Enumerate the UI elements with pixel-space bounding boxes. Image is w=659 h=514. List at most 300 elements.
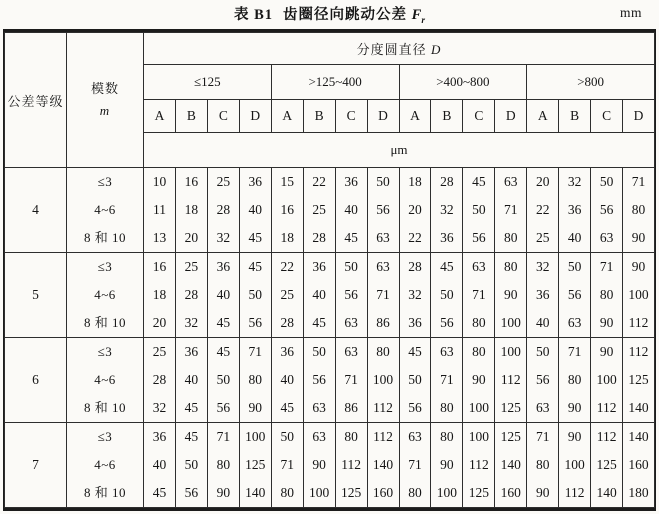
tolerance-value: 80 [567, 372, 582, 387]
tolerance-value: 100 [628, 287, 649, 302]
tolerance-value: 63 [344, 344, 358, 359]
tolerance-value: 125 [500, 429, 521, 444]
subcol-header: C [207, 100, 239, 133]
tolerance-value: 80 [535, 457, 550, 472]
tolerance-value: 90 [440, 457, 454, 472]
tolerance-value: 50 [312, 344, 326, 359]
tolerance-value: 80 [408, 485, 422, 500]
tolerance-value: 71 [280, 457, 294, 472]
tolerance-value: 80 [504, 259, 518, 274]
tolerance-value-cell [144, 338, 176, 423]
tolerance-value-cell [335, 338, 367, 423]
tolerance-value: 50 [280, 429, 294, 444]
tolerance-value: 36 [216, 259, 231, 274]
tolerance-value: 45 [184, 400, 199, 415]
subcol-header: C [463, 100, 495, 133]
tolerance-value: 112 [628, 344, 649, 359]
tolerance-value: 80 [599, 287, 614, 302]
tolerance-value-cell [303, 338, 335, 423]
tolerance-value: 50 [472, 202, 486, 217]
tolerance-value: 71 [440, 372, 454, 387]
tolerance-value: 125 [500, 400, 521, 415]
tolerance-value-cell [463, 168, 495, 253]
tolerance-value: 112 [564, 485, 585, 500]
tolerance-value: 80 [376, 344, 390, 359]
subcol-header: A [144, 100, 176, 133]
tolerance-value: 40 [535, 315, 550, 330]
tolerance-table [4, 32, 655, 508]
module-label: 8 和 10 [83, 485, 126, 500]
tolerance-value: 63 [344, 315, 358, 330]
tolerance-value-cell [623, 253, 655, 338]
subcol-header: A [399, 100, 431, 133]
tolerance-value: 28 [184, 287, 199, 302]
tolerance-value: 56 [248, 315, 263, 330]
tolerance-value: 100 [468, 429, 489, 444]
tolerance-value-cell [431, 423, 463, 508]
tolerance-value-cell [527, 168, 559, 253]
tolerance-value: 56 [344, 287, 358, 302]
tolerance-value: 40 [567, 230, 582, 245]
tolerance-value: 80 [344, 429, 358, 444]
tolerance-value: 50 [216, 372, 231, 387]
tolerance-value: 45 [152, 485, 167, 500]
subcol-header: D [367, 100, 399, 133]
tolerance-value: 100 [436, 485, 458, 500]
tolerance-value: 50 [344, 259, 358, 274]
subcol-header: A [527, 100, 559, 133]
tolerance-value-cell [175, 423, 207, 508]
tolerance-value-cell [463, 338, 495, 423]
table-number: 表 B1 [233, 7, 274, 23]
tolerance-value-cell [559, 168, 591, 253]
tolerance-value: 36 [567, 202, 582, 217]
title-bar [0, 3, 659, 27]
tolerance-value: 80 [440, 429, 454, 444]
tolerance-value: 45 [440, 259, 454, 274]
tolerance-value: 28 [440, 174, 454, 189]
tolerance-value: 56 [567, 287, 582, 302]
tolerance-value-cell [559, 253, 591, 338]
tolerance-value-cell [399, 423, 431, 508]
module-header-symbol: m [99, 103, 111, 118]
tolerance-value: 160 [372, 485, 394, 500]
tolerance-value: 45 [248, 259, 263, 274]
tolerance-value: 18 [280, 230, 294, 245]
tolerance-value: 16 [280, 202, 294, 217]
tolerance-value-cell [271, 423, 303, 508]
tolerance-value: 56 [312, 372, 326, 387]
tolerance-value-cell [495, 338, 527, 423]
subcol-header: D [495, 100, 527, 133]
unit-row-label: μm [144, 133, 655, 168]
range-header: >800 [527, 65, 655, 100]
tolerance-value: 56 [184, 485, 199, 500]
tolerance-value-cell [623, 168, 655, 253]
tolerance-value: 63 [440, 344, 454, 359]
module-list-cell [67, 168, 144, 253]
module-label: ≤3 [97, 344, 113, 359]
tolerance-table-border [3, 29, 656, 511]
tolerance-value: 80 [216, 457, 231, 472]
tolerance-value: 112 [596, 400, 617, 415]
tolerance-value: 71 [567, 344, 582, 359]
tolerance-value: 28 [280, 315, 294, 330]
module-label: 4~6 [94, 457, 116, 472]
tolerance-value: 100 [372, 372, 394, 387]
tolerance-value-cell [239, 338, 271, 423]
diameter-header-symbol: D [430, 42, 442, 57]
tolerance-value-cell [591, 338, 623, 423]
module-label: ≤3 [97, 174, 113, 189]
tolerance-value: 160 [628, 457, 649, 472]
tolerance-value: 71 [599, 259, 614, 274]
tolerance-value-cell [367, 168, 399, 253]
tolerance-value: 112 [596, 429, 617, 444]
tolerance-value: 45 [312, 315, 326, 330]
tolerance-value-cell [144, 168, 176, 253]
tolerance-value: 63 [312, 429, 326, 444]
tolerance-value: 45 [344, 230, 358, 245]
tolerance-value: 36 [440, 230, 454, 245]
tolerance-value: 50 [535, 344, 550, 359]
tolerance-value: 10 [152, 174, 167, 189]
tolerance-value: 20 [152, 315, 167, 330]
tolerance-value-cell [463, 253, 495, 338]
tolerance-value-cell [175, 253, 207, 338]
tolerance-value-cell [175, 338, 207, 423]
tolerance-value-cell [431, 338, 463, 423]
tolerance-value: 140 [596, 485, 617, 500]
tolerance-value: 140 [245, 485, 266, 500]
module-header-text: 模数 [90, 80, 119, 96]
diameter-header-text: 分度圆直径 [356, 42, 431, 57]
tolerance-value: 63 [535, 400, 550, 415]
tolerance-value: 28 [152, 372, 167, 387]
tolerance-value: 71 [408, 457, 422, 472]
tolerance-symbol: F [411, 7, 422, 23]
grade-number: 5 [5, 253, 67, 338]
subcol-header: C [591, 100, 623, 133]
tolerance-value: 125 [468, 485, 489, 500]
tolerance-value-cell [144, 253, 176, 338]
tolerance-value-cell [239, 168, 271, 253]
module-label: 8 和 10 [83, 315, 126, 330]
tolerance-value: 90 [504, 287, 518, 302]
tolerance-value: 40 [248, 202, 263, 217]
tolerance-value: 63 [472, 259, 486, 274]
tolerance-value: 90 [631, 230, 646, 245]
tolerance-value: 80 [248, 372, 263, 387]
tolerance-value: 32 [216, 230, 231, 245]
tolerance-value-cell [367, 423, 399, 508]
tolerance-value-cell [207, 168, 239, 253]
tolerance-value-cell [207, 338, 239, 423]
module-list-cell [67, 423, 144, 508]
tolerance-value: 125 [628, 372, 649, 387]
tolerance-value-cell [431, 253, 463, 338]
tolerance-value-cell [303, 423, 335, 508]
tolerance-value: 63 [312, 400, 326, 415]
tolerance-value: 71 [248, 344, 263, 359]
module-label: 4~6 [94, 287, 116, 302]
tolerance-value: 80 [472, 344, 486, 359]
tolerance-value: 56 [216, 400, 231, 415]
unit-label: mm [619, 5, 642, 20]
tolerance-value-cell [175, 168, 207, 253]
subcol-header: D [623, 100, 655, 133]
tolerance-value-cell [527, 338, 559, 423]
tolerance-value-cell [271, 253, 303, 338]
tolerance-value: 28 [408, 259, 422, 274]
tolerance-value: 140 [500, 457, 521, 472]
tolerance-value-cell [431, 168, 463, 253]
grade-block-row [5, 253, 655, 338]
tolerance-value-cell [335, 253, 367, 338]
tolerance-value: 100 [596, 372, 617, 387]
tolerance-value: 86 [344, 400, 358, 415]
tolerance-value-cell [495, 423, 527, 508]
tolerance-value: 45 [216, 344, 231, 359]
tolerance-value: 15 [280, 174, 294, 189]
tolerance-value: 112 [373, 429, 393, 444]
tolerance-value: 45 [184, 429, 199, 444]
range-header: >125~400 [271, 65, 399, 100]
tolerance-value: 90 [248, 400, 263, 415]
module-label: 4~6 [94, 202, 116, 217]
tolerance-value: 71 [216, 429, 231, 444]
tolerance-value: 50 [408, 372, 422, 387]
tolerance-value: 50 [440, 287, 454, 302]
range-header: >400~800 [399, 65, 527, 100]
tolerance-value: 100 [500, 315, 521, 330]
tolerance-value: 80 [631, 202, 646, 217]
tolerance-value-cell [591, 253, 623, 338]
tolerance-value: 71 [344, 372, 358, 387]
tolerance-value-cell [303, 253, 335, 338]
tolerance-value-cell [527, 253, 559, 338]
tolerance-value-cell [335, 423, 367, 508]
grade-number: 4 [5, 168, 67, 253]
tolerance-value: 125 [596, 457, 617, 472]
subcol-header: B [431, 100, 463, 133]
tolerance-value-cell [207, 423, 239, 508]
tolerance-value: 13 [152, 230, 167, 245]
subcol-header: B [303, 100, 335, 133]
tolerance-value: 56 [472, 230, 486, 245]
tolerance-value-cell [239, 423, 271, 508]
tolerance-value: 90 [535, 485, 550, 500]
module-list-cell [67, 253, 144, 338]
tolerance-value: 36 [344, 174, 358, 189]
tolerance-value-cell [367, 338, 399, 423]
module-label: ≤3 [97, 429, 113, 444]
tolerance-value: 22 [408, 230, 422, 245]
tolerance-value: 45 [216, 315, 231, 330]
tolerance-value: 63 [408, 429, 422, 444]
tolerance-value: 18 [152, 287, 167, 302]
grade-block-row [5, 338, 655, 423]
tolerance-value: 90 [216, 485, 231, 500]
tolerance-value: 25 [152, 344, 167, 359]
tolerance-value-cell [559, 423, 591, 508]
tolerance-value: 32 [152, 400, 167, 415]
tolerance-value: 40 [312, 287, 326, 302]
tolerance-value: 112 [341, 457, 361, 472]
tolerance-value: 25 [184, 259, 199, 274]
tolerance-value: 90 [631, 259, 646, 274]
tolerance-value: 36 [312, 259, 326, 274]
tolerance-value-cell [399, 338, 431, 423]
tolerance-value: 112 [373, 400, 393, 415]
tolerance-value: 40 [152, 457, 167, 472]
module-label: 8 和 10 [83, 230, 126, 245]
tolerance-value: 112 [468, 457, 489, 472]
tolerance-value-cell [591, 423, 623, 508]
tolerance-value-cell [495, 253, 527, 338]
table-title [0, 3, 659, 26]
tolerance-value: 45 [248, 230, 263, 245]
tolerance-value: 40 [344, 202, 358, 217]
tolerance-value: 20 [535, 174, 550, 189]
tolerance-value: 50 [184, 457, 199, 472]
tolerance-value: 22 [535, 202, 550, 217]
tolerance-value: 36 [408, 315, 422, 330]
tolerance-value: 22 [312, 174, 326, 189]
range-header: ≤125 [144, 65, 272, 100]
tolerance-value: 56 [440, 315, 454, 330]
tolerance-value: 80 [472, 315, 486, 330]
tolerance-value: 18 [408, 174, 422, 189]
tolerance-value-cell [399, 168, 431, 253]
tolerance-value: 63 [599, 230, 614, 245]
tolerance-value: 25 [535, 230, 550, 245]
tolerance-value: 56 [599, 202, 614, 217]
subcol-header: D [239, 100, 271, 133]
tolerance-value: 45 [280, 400, 294, 415]
tolerance-value: 100 [309, 485, 330, 500]
tolerance-value: 32 [535, 259, 550, 274]
tolerance-value-cell [335, 168, 367, 253]
tolerance-value: 50 [567, 259, 582, 274]
tolerance-value: 71 [631, 174, 646, 189]
tolerance-value: 36 [152, 429, 167, 444]
tolerance-value: 80 [440, 400, 454, 415]
tolerance-value: 28 [216, 202, 231, 217]
tolerance-value: 71 [535, 429, 550, 444]
tolerance-value: 22 [280, 259, 294, 274]
tolerance-value-cell [623, 423, 655, 508]
tolerance-value: 100 [564, 457, 585, 472]
tolerance-value: 100 [500, 344, 521, 359]
tolerance-value-cell [623, 338, 655, 423]
tolerance-value: 125 [340, 485, 362, 500]
tolerance-value: 63 [567, 315, 582, 330]
tolerance-value: 32 [567, 174, 582, 189]
tolerance-value: 160 [500, 485, 521, 500]
diameter-header-row [5, 33, 655, 65]
tolerance-value: 112 [628, 315, 649, 330]
tolerance-value: 25 [216, 174, 231, 189]
tolerance-value: 180 [628, 485, 649, 500]
tolerance-value-cell [144, 423, 176, 508]
tolerance-value: 56 [376, 202, 390, 217]
tolerance-value: 80 [280, 485, 294, 500]
tolerance-value: 140 [372, 457, 394, 472]
tolerance-value: 28 [312, 230, 326, 245]
tolerance-value: 140 [628, 429, 649, 444]
tolerance-value: 112 [500, 372, 521, 387]
tolerance-value: 71 [376, 287, 390, 302]
tolerance-value: 125 [245, 457, 266, 472]
tolerance-symbol-subscript: r [421, 15, 426, 26]
module-list-cell [67, 338, 144, 423]
tolerance-value: 63 [376, 230, 390, 245]
tolerance-value-cell [559, 338, 591, 423]
grade-number: 6 [5, 338, 67, 423]
tolerance-value: 16 [152, 259, 167, 274]
tolerance-value-cell [367, 253, 399, 338]
diameter-span-header [144, 33, 655, 65]
tolerance-value: 11 [152, 202, 166, 217]
tolerance-value: 50 [599, 174, 614, 189]
subcol-header: B [175, 100, 207, 133]
tolerance-value: 50 [376, 174, 390, 189]
tolerance-value: 20 [408, 202, 422, 217]
tolerance-value: 71 [472, 287, 486, 302]
tolerance-value: 36 [280, 344, 294, 359]
subcol-header: C [335, 100, 367, 133]
grade-number: 7 [5, 423, 67, 508]
tolerance-value: 36 [248, 174, 263, 189]
subcol-header: A [271, 100, 303, 133]
tolerance-value-cell [463, 423, 495, 508]
tolerance-value: 32 [184, 315, 199, 330]
tolerance-value: 25 [312, 202, 326, 217]
grade-block-row [5, 168, 655, 253]
tolerance-value: 80 [504, 230, 518, 245]
tolerance-value: 56 [408, 400, 422, 415]
tolerance-value: 16 [184, 174, 199, 189]
tolerance-value: 18 [184, 202, 199, 217]
tolerance-value-cell [399, 253, 431, 338]
tolerance-value: 40 [216, 287, 231, 302]
tolerance-value: 36 [535, 287, 550, 302]
subcol-header: B [559, 100, 591, 133]
tolerance-value: 32 [408, 287, 422, 302]
tolerance-value: 90 [599, 344, 614, 359]
grade-column-header: 公差等级 [5, 33, 67, 168]
tolerance-value: 45 [472, 174, 486, 189]
tolerance-value: 63 [376, 259, 390, 274]
module-column-header [67, 33, 144, 168]
tolerance-value: 140 [628, 400, 649, 415]
module-label: 8 和 10 [83, 400, 126, 415]
tolerance-value-cell [303, 168, 335, 253]
tolerance-value-cell [271, 338, 303, 423]
tolerance-value: 90 [599, 315, 614, 330]
table-name: 齿圈径向跳动公差 [283, 7, 408, 23]
tolerance-value-cell [271, 168, 303, 253]
tolerance-value: 40 [184, 372, 199, 387]
tolerance-value: 86 [376, 315, 390, 330]
tolerance-value: 32 [440, 202, 454, 217]
tolerance-value-cell [591, 168, 623, 253]
grade-block-row [5, 423, 655, 508]
tolerance-value: 100 [245, 429, 266, 444]
module-label: ≤3 [97, 259, 113, 274]
tolerance-value-cell [239, 253, 271, 338]
